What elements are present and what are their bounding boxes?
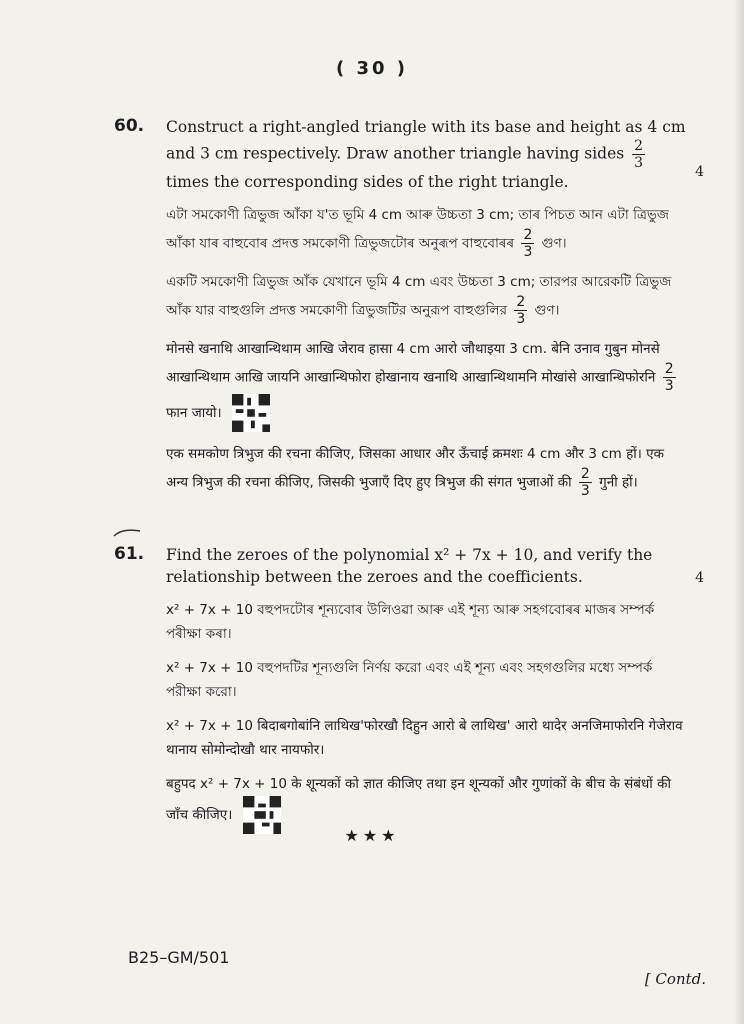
page-edge-shadow [734,0,744,1024]
question-english: Find the zeroes of the polynomial x² + 7x + 10, and verify the relationship between the zeroes and the coefficients. [166,546,653,586]
end-stars: ★★★ [344,826,400,845]
question-bengali: x² + 7x + 10 বহুপদটির শূন্যগুলি নির্ণয় করো এবং এই শূন্য এবং সহগগুলির মধ্যে সম্পর্ক পরীক্ষা করো। [166,660,653,700]
paper-code: B25–GM/501 [128,948,230,967]
question-60 [114,116,704,499]
question-english: Construct a right-angled triangle with its base and height as 4 cm and 3 cm respectively. Draw another triangle having sides $\frac{2}{3}$ times the corresponding sides of the right triangle. [166,118,686,191]
fraction: $\frac{2}{3}$ [634,138,644,171]
question-hindi: एक समकोण त्रिभुज की रचना कीजिए, जिसका आधार और ऊँचाई क्रमशः 4 cm और 3 cm हों। एक अन्य त्रिभुज की रचना कीजिए, जिसकी भुजाएँ दिए हुए त्रिभुज की संगत भुजाओं की $\frac{2}{3}$ गुनी हों। [166,446,665,499]
pen-tick-mark-icon [112,528,142,538]
question-number: 60. [114,116,145,136]
question-bodo: मोनसे खनाथि आखान्थिथाम आखि जेराव हासा 4 cm आरो जौथाइया 3 cm. बेनि उनाव गुबुन मोनसे आखान्थिथाम आखि जायनि आखान्थिफोरा होखानाय खनाथि आखान्थिथामनि मोखांसे आखान्थिफोरनि $\frac{2}{3}$ फान जायो। [166,337,688,432]
qr-code-icon [232,394,270,432]
question-61 [114,544,704,834]
fraction: $\frac{2}{3}$ [516,294,526,327]
question-bengali: একটি সমকোণী ত্রিভুজ আঁক যেখানে ভূমি 4 cm এবং উচ্চতা 3 cm; তারপর আরেকটি ত্রিভুজ আঁক যার বাহুগুলি প্রদত্ত সমকোণী ত্রিভুজটির অনুরূপ বাহুগুলির $\frac{2}{3}$ গুণ। [166,274,672,327]
fraction: $\frac{2}{3}$ [664,361,674,394]
question-bodo: x² + 7x + 10 बिदाबगोबांनि लाथिख'फोरखौ दिहुन आरो बे लाथिख' आरो थादेर अनजिमाफोरनि गेजेराव थानाय सोमोन्दोखौ थार नायफोर। [166,718,683,758]
question-number: 61. [114,544,145,564]
marks: 4 [695,164,704,180]
marks: 4 [695,570,704,586]
question-hindi: बहुपद x² + 7x + 10 के शून्यकों को ज्ञात कीजिए तथा इन शून्यकों और गुणांकों के बीच के संबंधों की जाँच कीजिए। [166,772,688,834]
question-assamese: এটা সমকোণী ত্ৰিভুজ আঁকা য'ত ভূমি 4 cm আৰু উচ্চতা 3 cm; তাৰ পিচত আন এটা ত্ৰিভুজ আঁকা যাৰ বাহুবোৰ প্ৰদত্ত সমকোণী ত্ৰিভুজটোৰ অনুৰূপ বাহুবোৰৰ $\frac{2}{3}$ গুণ। [166,207,670,260]
fraction: $\frac{2}{3}$ [580,466,590,499]
fraction: $\frac{2}{3}$ [523,227,533,260]
question-assamese: x² + 7x + 10 বহুপদটোৰ শূন্যবোৰ উলিওৱা আৰু এই শূন্য আৰু সহগবোৰৰ মাজৰ সম্পৰ্ক পৰীক্ষা কৰা। [166,602,655,642]
page-number: ( 30 ) [335,58,409,79]
continued-label: [ Contd. [644,970,706,988]
